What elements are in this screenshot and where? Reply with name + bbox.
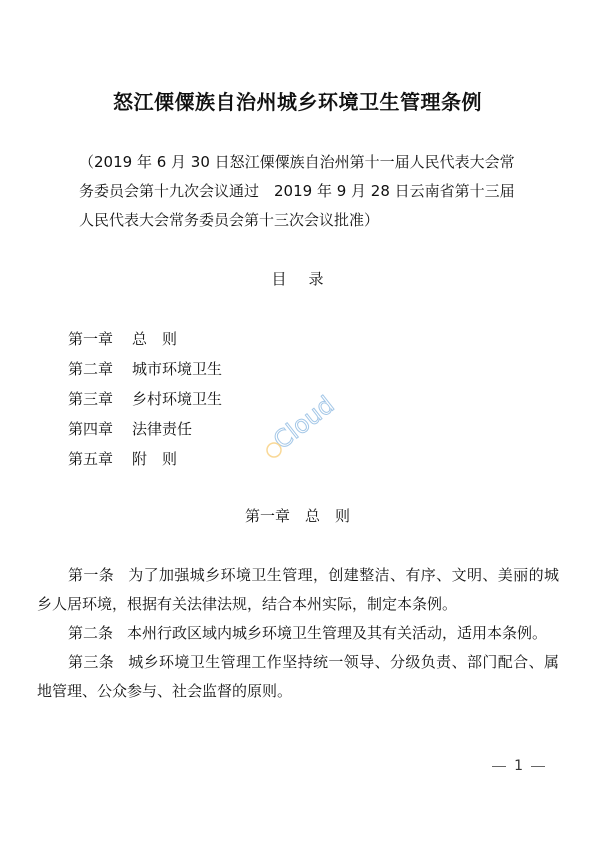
- watermark-mark: [267, 443, 281, 457]
- article-number: 第一条: [68, 566, 115, 584]
- body-text: [37, 561, 559, 706]
- page-number: 1: [514, 758, 523, 774]
- article: [37, 619, 559, 648]
- toc-chapter-number: 第五章: [68, 450, 114, 468]
- preamble-line: 务委员会第十九次会议通过 2019 年 9 月 28 日云南省第十三届: [79, 182, 515, 200]
- footer-dash: [492, 766, 506, 767]
- toc-chapter-number: 第二章: [68, 360, 114, 378]
- toc-chapter-title: 法律责任: [132, 420, 193, 438]
- toc-item[interactable]: [68, 444, 222, 474]
- cloud-watermark-icon: [260, 378, 350, 468]
- chapter-heading: 第一章 总 则: [244, 507, 350, 525]
- article-text: 为了加强城乡环境卫生管理，创建整洁、有序、文明、美丽的城乡人居环境，根据有关法律法规，结合本州实际，制定本条例。: [37, 566, 559, 613]
- toc-heading: 目录: [271, 270, 346, 288]
- toc-chapter-title: 乡村环境卫生: [132, 390, 223, 408]
- article: [37, 561, 559, 619]
- toc-chapter-title: 总 则: [132, 330, 178, 348]
- toc-item[interactable]: [68, 354, 222, 384]
- page-footer: [492, 758, 545, 774]
- toc-chapter-title: 附 则: [132, 450, 178, 468]
- preamble: [79, 148, 539, 235]
- table-of-contents: [68, 324, 222, 474]
- preamble-line: 人民代表大会常务委员会第十三次会议批准）: [79, 211, 380, 229]
- toc-chapter-number: 第一章: [68, 330, 114, 348]
- toc-chapter-number: 第四章: [68, 420, 114, 438]
- article-text: 本州行政区域内城乡环境卫生管理及其有关活动，适用本条例。: [127, 624, 548, 642]
- toc-item[interactable]: [68, 414, 222, 444]
- toc-item[interactable]: [68, 324, 222, 354]
- toc-chapter-title: 城市环境卫生: [132, 360, 223, 378]
- article-text: 城乡环境卫生管理工作坚持统一领导、分级负责、部门配合、属地管理、公众参与、社会监督的原则。: [37, 653, 559, 700]
- article-number: 第二条: [68, 624, 114, 642]
- article-number: 第三条: [68, 653, 115, 671]
- toc-chapter-number: 第三章: [68, 390, 114, 408]
- watermark-text: Cloud: [268, 390, 340, 455]
- footer-dash: [531, 766, 545, 767]
- preamble-line: （2019 年 6 月 30 日怒江傈僳族自治州第十一届人民代表大会常: [79, 153, 515, 171]
- document-title: 怒江傈僳族自治州城乡环境卫生管理条例: [113, 90, 482, 114]
- toc-item[interactable]: [68, 384, 222, 414]
- article: [37, 648, 559, 706]
